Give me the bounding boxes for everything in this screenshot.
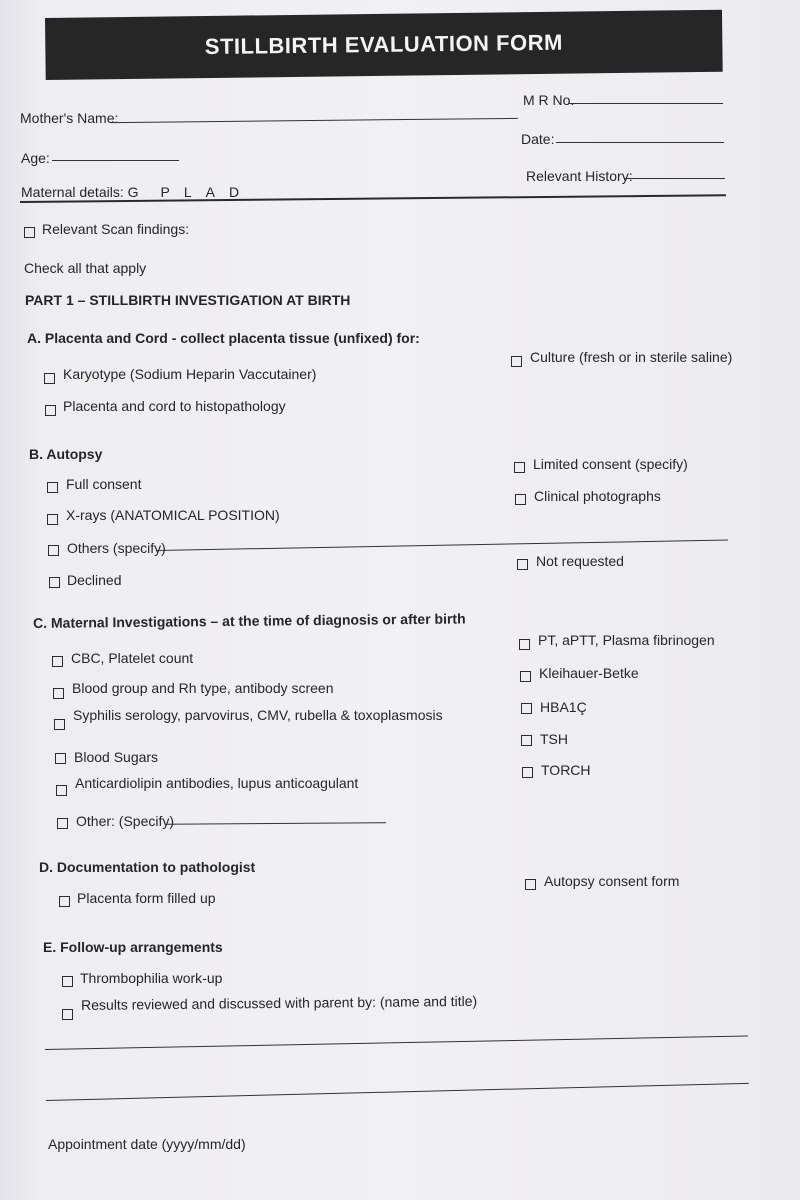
declined-checkbox[interactable] [49,577,60,588]
kleihauer-label: Kleihauer-Betke [539,665,639,681]
scan-findings-checkbox[interactable] [24,227,35,238]
not-requested-label: Not requested [536,553,624,569]
mrno-label: M R No. [523,92,575,108]
section-b-heading: B. Autopsy [29,446,103,462]
maternal-details-label: Maternal details: G [21,184,139,200]
others-checkbox[interactable] [48,545,59,556]
other-specify-checkbox[interactable] [57,818,68,829]
gplad-l: L [183,184,192,200]
section-e-heading: E. Follow-up arrangements [43,939,223,955]
blood-sugars-checkbox[interactable] [55,753,66,764]
maternal-details [21,184,253,200]
age-label: Age: [21,150,50,166]
syphilis-checkbox[interactable] [54,719,65,730]
appointment-date-label: Appointment date (yyyy/mm/dd) [48,1136,246,1152]
mothers-name-field[interactable] [110,118,518,123]
blood-group-checkbox[interactable] [53,688,64,699]
part1-heading: PART 1 – STILLBIRTH INVESTIGATION AT BIRTH [25,292,351,308]
culture-checkbox[interactable] [511,356,522,367]
full-consent-label: Full consent [66,476,142,492]
torch-checkbox[interactable] [522,767,533,778]
karyotype-label: Karyotype (Sodium Heparin Vaccutainer) [63,366,317,382]
declined-label: Declined [67,572,122,588]
placenta-form-checkbox[interactable] [59,896,70,907]
scan-findings-label: Relevant Scan findings: [42,221,190,237]
section-c-heading: C. Maternal Investigations – at the time of diagnosis or after birth [33,610,466,631]
others-field[interactable] [156,540,728,551]
gplad-p: P [160,184,170,200]
anticardiolipin-checkbox[interactable] [56,785,67,796]
limited-consent-label: Limited consent (specify) [533,456,688,472]
tsh-checkbox[interactable] [521,735,532,746]
kleihauer-checkbox[interactable] [520,671,531,682]
limited-consent-checkbox[interactable] [514,462,525,473]
results-field-line-1[interactable] [45,1036,748,1050]
placenta-form-label: Placenta form filled up [77,890,216,906]
autopsy-form-label: Autopsy consent form [544,873,680,889]
histopathology-label: Placenta and cord to histopathology [63,398,286,414]
section-a-heading: A. Placenta and Cord - collect placenta tissue (unfixed) for: [27,330,420,346]
pt-aptt-label: PT, aPTT, Plasma fibrinogen [538,632,715,648]
thrombophilia-checkbox[interactable] [62,976,73,987]
others-label: Others (specify) [67,540,166,556]
relevant-history-label: Relevant History: [526,168,633,184]
autopsy-form-checkbox[interactable] [525,879,536,890]
gplad-d: D [228,184,240,200]
clinical-photos-checkbox[interactable] [515,494,526,505]
check-all-note: Check all that apply [24,260,147,276]
clinical-photos-label: Clinical photographs [534,488,661,504]
tsh-label: TSH [540,731,568,747]
full-consent-checkbox[interactable] [47,482,58,493]
relevant-history-field[interactable] [624,178,725,179]
xrays-label: X-rays (ANATOMICAL POSITION) [66,507,280,523]
results-reviewed-label: Results reviewed and discussed with parent by: (name and title) [81,992,478,1013]
cbc-checkbox[interactable] [52,656,63,667]
torch-label: TORCH [541,762,591,778]
hba1c-checkbox[interactable] [521,703,532,714]
culture-label: Culture (fresh or in sterile saline) [530,349,733,365]
age-field[interactable] [52,160,179,161]
blood-sugars-label: Blood Sugars [74,749,159,765]
gplad-a: A [205,184,215,200]
date-label: Date: [521,131,555,147]
results-reviewed-checkbox[interactable] [62,1009,73,1020]
blood-group-label: Blood group and Rh type, antibody screen [72,680,334,696]
form-title-bar [45,10,723,80]
mothers-name-label: Mother's Name: [20,110,119,126]
hba1c-label: HBA1Ç [540,699,587,715]
date-field[interactable] [556,142,724,143]
syphilis-label: Syphilis serology, parvovirus, CMV, rubella & toxoplasmosis [73,707,443,723]
not-requested-checkbox[interactable] [517,559,528,570]
other-specify-label: Other: (Specify) [76,813,175,829]
karyotype-checkbox[interactable] [44,373,55,384]
xrays-checkbox[interactable] [47,514,58,525]
mrno-field[interactable] [568,103,723,104]
section-d-heading: D. Documentation to pathologist [39,859,256,875]
thrombophilia-label: Thrombophilia work-up [80,970,223,986]
form-title: STILLBIRTH EVALUATION FORM [204,29,564,60]
other-specify-field[interactable] [165,822,386,825]
cbc-label: CBC, Platelet count [71,650,194,666]
histopathology-checkbox[interactable] [45,405,56,416]
pt-aptt-checkbox[interactable] [519,639,530,650]
results-field-line-2[interactable] [46,1083,749,1101]
anticardiolipin-label: Anticardiolipin antibodies, lupus anticoagulant [75,775,359,791]
